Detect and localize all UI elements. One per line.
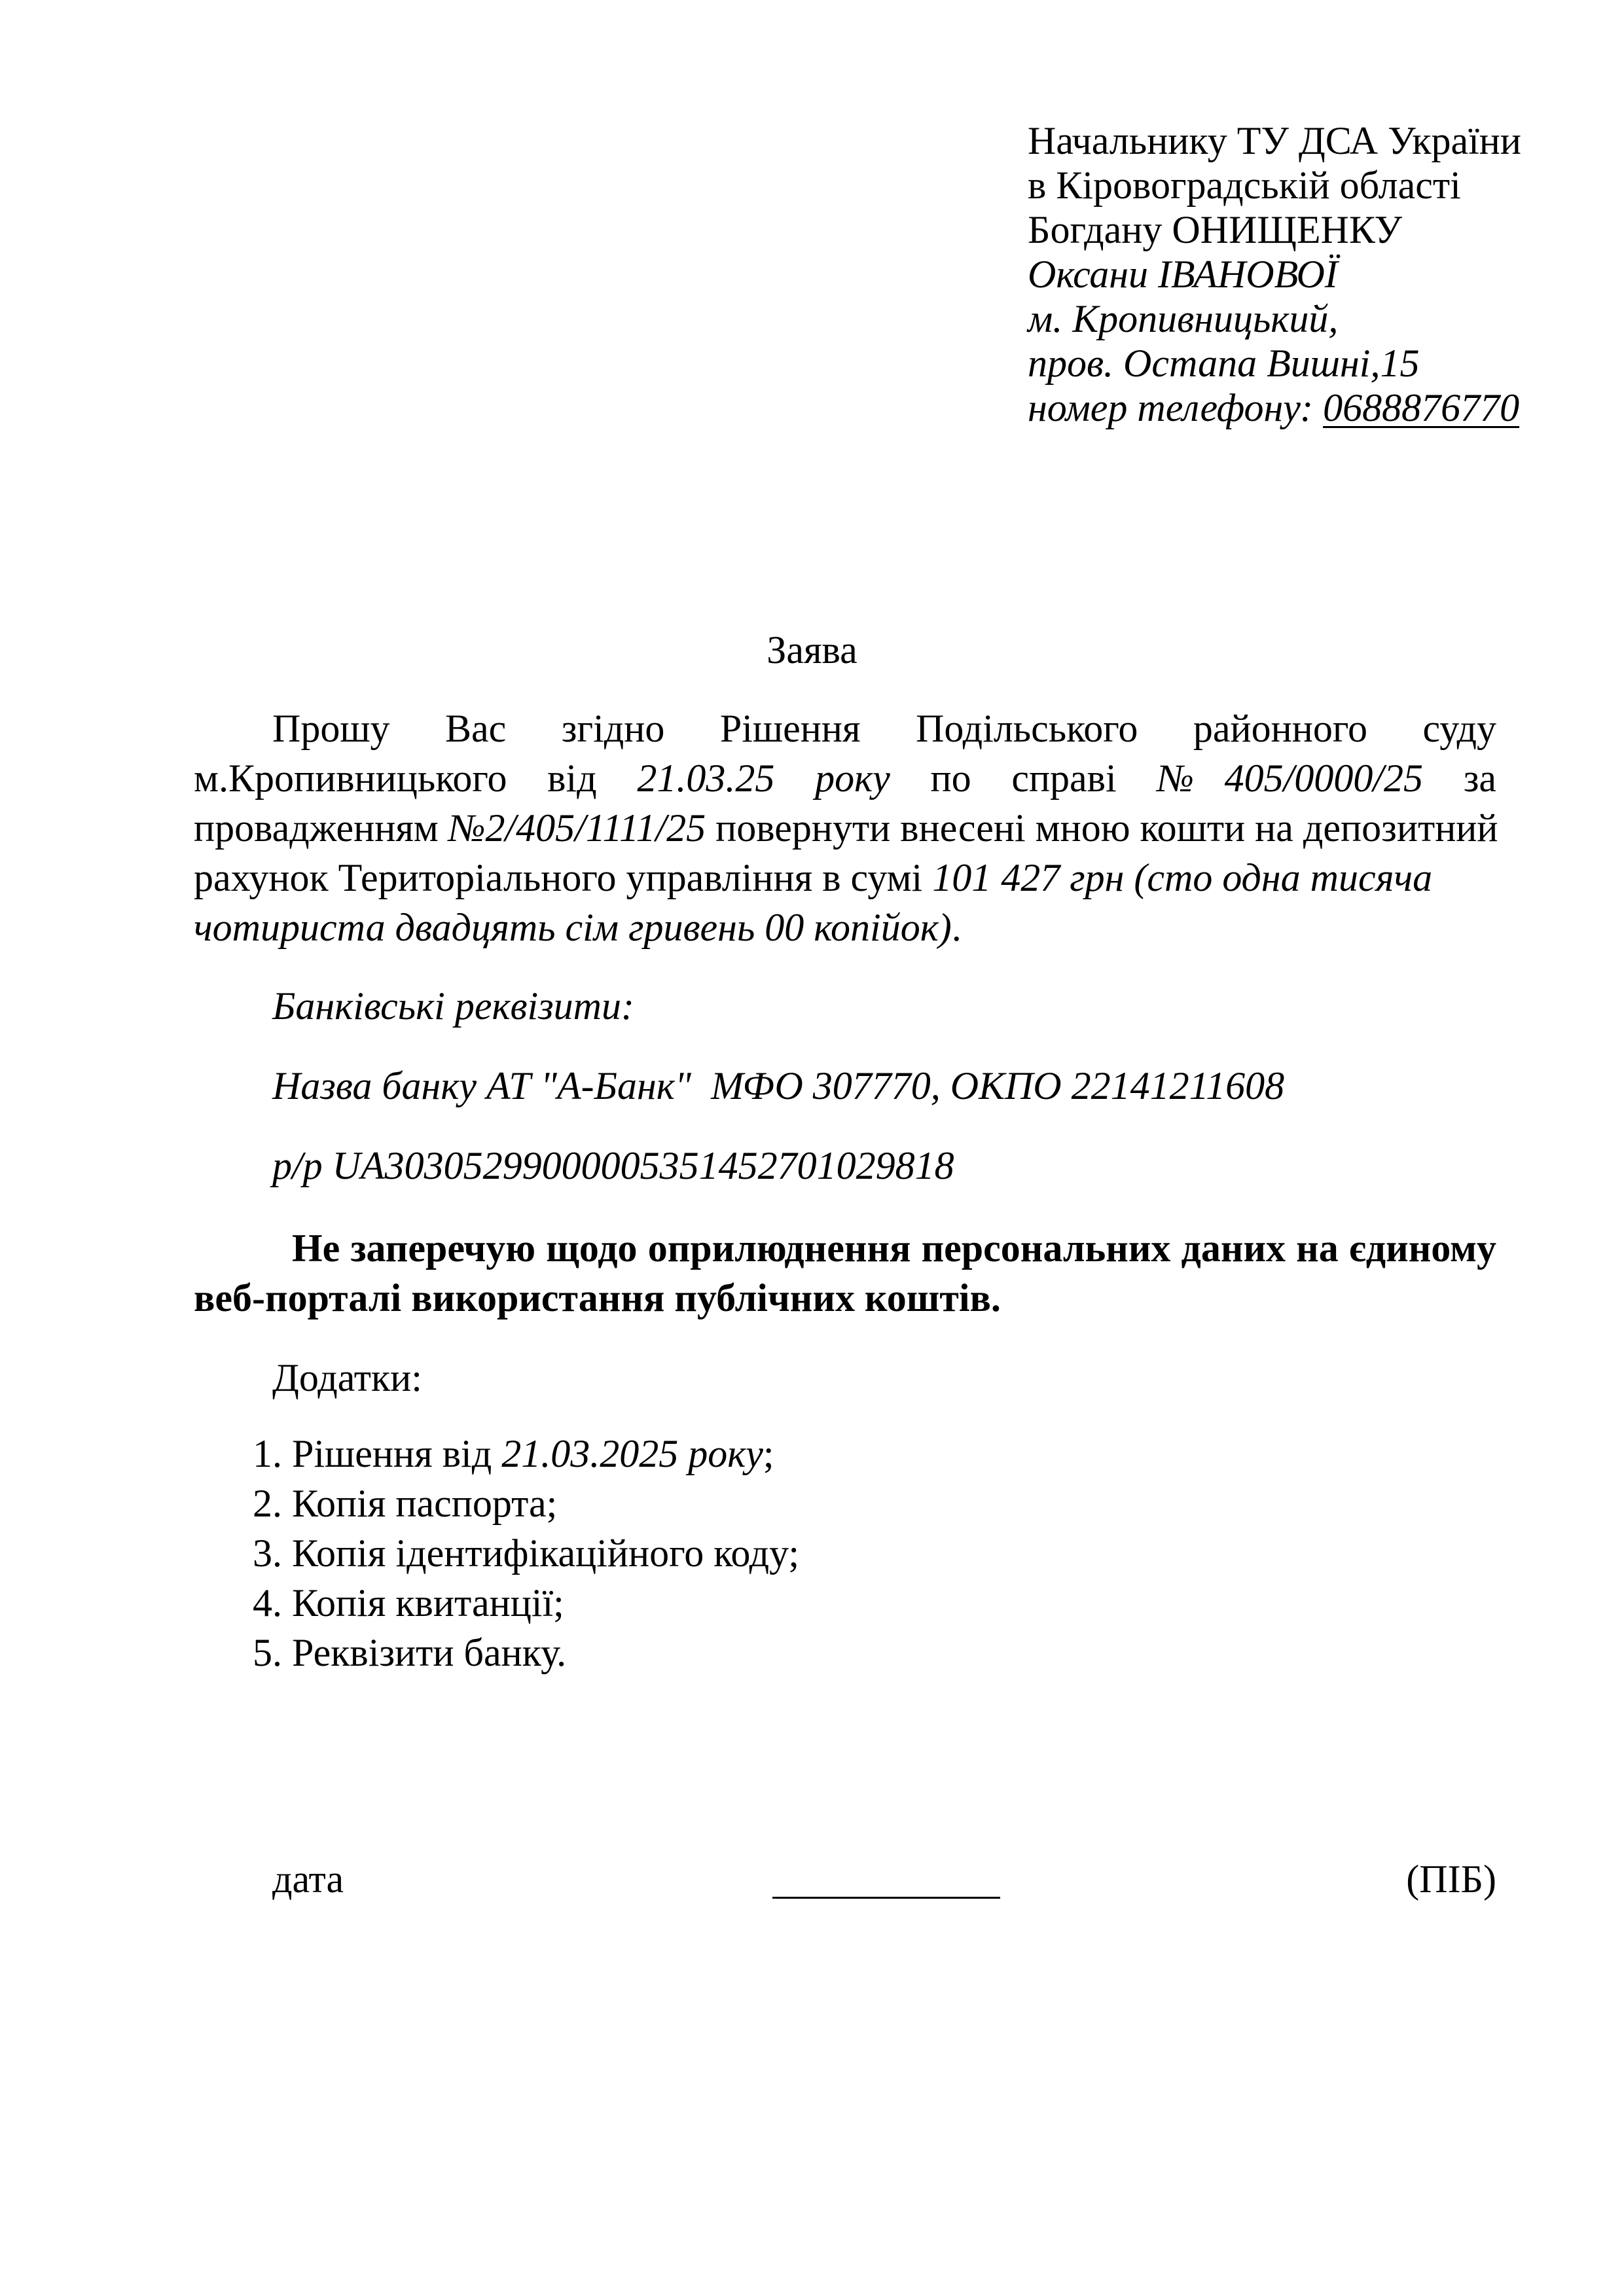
- consent-line-2: веб-порталі використання публічних коштів.: [194, 1276, 1001, 1319]
- body-word: від: [547, 757, 597, 800]
- attachments-heading: Додатки:: [272, 1356, 422, 1399]
- attachment-number: 2.: [253, 1482, 282, 1525]
- attachment-item: [253, 1530, 799, 1576]
- proceeding-number: №2/405/1111/25: [448, 806, 706, 850]
- consent-word: єдиному: [1348, 1227, 1497, 1270]
- body-text: рахунок Територіального управління в сумі: [194, 856, 933, 899]
- body-text: повернути внесені мною кошти на депозитний: [706, 806, 1498, 850]
- consent-word: оприлюднення: [647, 1227, 911, 1270]
- body-word: м.Кропивницького: [194, 757, 507, 800]
- body-word: по: [930, 757, 971, 800]
- attachment-text: Рішення від: [292, 1432, 502, 1475]
- consent-word: щодо: [546, 1227, 638, 1270]
- recipient-line-2: в Кіровоградській області: [1028, 164, 1461, 207]
- attachment-number: 5.: [253, 1631, 282, 1674]
- attachment-item: [253, 1580, 564, 1626]
- consent-word: заперечую: [350, 1227, 536, 1270]
- body-word: суду: [1422, 707, 1497, 750]
- bank-account-line: р/р UA303052990000053514527010298​18: [272, 1144, 954, 1187]
- phone-label: номер телефону:: [1028, 386, 1324, 429]
- body-line-1: [272, 706, 1496, 751]
- sender-phone-line: [1028, 385, 1519, 431]
- body-word: справі: [1011, 757, 1117, 800]
- attachment-date: 21.03.2025 року: [501, 1432, 763, 1475]
- body-word: згідно: [561, 707, 665, 750]
- attachment-item: [253, 1480, 557, 1526]
- decision-date: 21.03.25 року: [637, 757, 890, 800]
- body-word: районного: [1193, 707, 1367, 750]
- recipient-line-1: Начальнику ТУ ДСА України: [1028, 119, 1522, 162]
- attachment-number: 4.: [253, 1581, 282, 1624]
- body-line-5: [194, 905, 962, 950]
- body-text: провадженням: [194, 806, 448, 850]
- attachment-text: Копія паспорта;: [292, 1482, 558, 1525]
- consent-word: персональних: [921, 1227, 1171, 1270]
- recipient-line-3: Богдану ОНИЩЕНКУ: [1028, 208, 1403, 251]
- body-text: .: [951, 906, 962, 949]
- consent-word: даних: [1181, 1227, 1286, 1270]
- sender-street: пров. Остапа Вишні,15: [1028, 342, 1420, 385]
- phone-number: 0688876770: [1323, 386, 1520, 429]
- signature-date-label: дата: [272, 1857, 344, 1901]
- body-word: Подільського: [916, 707, 1138, 750]
- signature-line: [772, 1897, 1000, 1899]
- bank-name-line: Назва банку АТ "А-Банк" МФО 307770, ОКПО 22141211608: [272, 1064, 1285, 1107]
- body-line-3: [194, 805, 1498, 851]
- body-word: за: [1463, 757, 1497, 800]
- attachment-text: Копія ідентифікаційного коду;: [292, 1532, 799, 1575]
- amount-words: чотириста двадцять сім гривень 00 копійок): [194, 906, 952, 949]
- attachment-text: Реквізити банку.: [292, 1631, 567, 1674]
- signature-name-label: (ПІБ): [1406, 1857, 1496, 1901]
- sender-city: м. Кропивницький,: [1028, 297, 1339, 340]
- attachment-number: 3.: [253, 1532, 282, 1575]
- attachment-number: 1.: [253, 1432, 282, 1475]
- attachment-item: [253, 1630, 566, 1676]
- body-line-2: [194, 755, 1496, 801]
- body-line-4: [194, 855, 1432, 901]
- document-title: Заява: [767, 628, 857, 672]
- attachment-end: ;: [763, 1432, 774, 1475]
- consent-word: Не: [292, 1227, 340, 1270]
- consent-word: на: [1296, 1227, 1339, 1270]
- sender-name: Оксани ІВАНОВОЇ: [1028, 253, 1338, 296]
- consent-line-1: [292, 1225, 1496, 1271]
- attachment-text: Копія квитанції;: [292, 1581, 564, 1624]
- amount: 101 427 грн (сто одна тисяча: [932, 856, 1433, 899]
- case-number: №405/0000/25: [1157, 757, 1423, 800]
- body-word: Вас: [445, 707, 507, 750]
- body-word: Прошу: [272, 707, 390, 750]
- bank-heading: Банківські реквізити:: [272, 984, 634, 1028]
- attachment-item: [253, 1431, 774, 1477]
- body-word: Рішення: [719, 707, 861, 750]
